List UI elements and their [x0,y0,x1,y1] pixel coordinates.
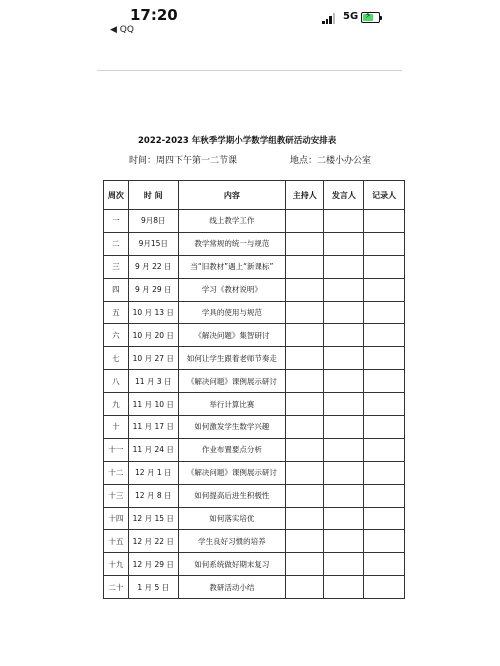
table-header-row [104,181,405,210]
content-cell: 如何系统做好期末复习 [178,553,285,576]
content-cell: 学生良好习惯的培养 [178,530,285,553]
speaker-cell [324,576,364,599]
content-cell: 举行计算比赛 [178,393,285,416]
week-cell: 十四 [104,507,129,530]
content-cell: 当“旧教材”遇上“新课标” [178,255,285,278]
host-cell [286,370,324,393]
header-content: 内容 [178,181,285,210]
content-cell: 教学常规的统一与规范 [178,232,285,255]
document-place-info: 地点：二楼小办公室 [290,156,372,166]
week-cell: 十一 [104,438,129,461]
table-row [104,232,405,255]
speaker-cell [324,210,364,233]
content-cell: 教研活动小结 [178,576,285,599]
week-cell: 四 [104,278,129,301]
cellular-signal-icon [322,13,336,24]
week-cell: 八 [104,370,129,393]
week-cell: 十二 [104,461,129,484]
table-row [104,438,405,461]
recorder-cell [364,576,405,599]
header-week: 周次 [104,181,129,210]
week-cell: 十 [104,416,129,439]
header-date: 时 间 [128,181,178,210]
host-cell [286,324,324,347]
recorder-cell [364,393,405,416]
recorder-cell [364,232,405,255]
table-row [104,370,405,393]
recorder-cell [364,210,405,233]
content-cell: 如何提高后进生积极性 [178,484,285,507]
host-cell [286,553,324,576]
host-cell [286,232,324,255]
speaker-cell [324,232,364,255]
back-to-app-link[interactable]: ◀ QQ [110,25,134,35]
host-cell [286,301,324,324]
table-row [104,324,405,347]
network-type: 5G [343,11,359,22]
content-cell: 学具的使用与规范 [178,301,285,324]
recorder-cell [364,301,405,324]
battery-charging-icon: ⚡ [361,12,380,23]
speaker-cell [324,416,364,439]
recorder-cell [364,530,405,553]
speaker-cell [324,324,364,347]
content-cell: 作业布置要点分析 [178,438,285,461]
content-cell: 如何让学生跟着老师节奏走 [178,347,285,370]
date-cell: 10 月 13 日 [128,301,178,324]
divider-line [97,70,402,71]
date-cell: 11 月 3 日 [128,370,178,393]
document-title: 2022-2023 年秋季学期小学数学组教研活动安排表 [138,136,337,146]
recorder-cell [364,255,405,278]
host-cell [286,530,324,553]
date-cell: 9月8日 [128,210,178,233]
document-time-info: 时间：周四下午第一二节课 [129,156,238,166]
recorder-cell [364,553,405,576]
table-row [104,210,405,233]
recorder-cell [364,324,405,347]
host-cell [286,255,324,278]
recorder-cell [364,461,405,484]
speaker-cell [324,301,364,324]
table-row [104,255,405,278]
host-cell [286,438,324,461]
date-cell: 12 月 1 日 [128,461,178,484]
header-recorder: 记录人 [364,181,405,210]
recorder-cell [364,416,405,439]
speaker-cell [324,347,364,370]
week-cell: 一 [104,210,129,233]
date-cell: 11 月 17 日 [128,416,178,439]
week-cell: 十九 [104,553,129,576]
date-cell: 11 月 10 日 [128,393,178,416]
host-cell [286,393,324,416]
date-cell: 12 月 29 日 [128,553,178,576]
date-cell: 12 月 15 日 [128,507,178,530]
week-cell: 二 [104,232,129,255]
recorder-cell [364,347,405,370]
recorder-cell [364,278,405,301]
host-cell [286,278,324,301]
host-cell [286,416,324,439]
date-cell: 9 月 29 日 [128,278,178,301]
date-cell: 10 月 20 日 [128,324,178,347]
host-cell [286,484,324,507]
week-cell: 九 [104,393,129,416]
host-cell [286,210,324,233]
content-cell: 线上教学工作 [178,210,285,233]
speaker-cell [324,278,364,301]
table-row [104,553,405,576]
date-cell: 9月15日 [128,232,178,255]
table-row [104,416,405,439]
date-cell: 9 月 22 日 [128,255,178,278]
content-cell: 《解决问题》集智研讨 [178,324,285,347]
table-row [104,347,405,370]
speaker-cell [324,255,364,278]
content-cell: 如何落实培优 [178,507,285,530]
content-cell: 《解决问题》课例展示研讨 [178,370,285,393]
table-row [104,278,405,301]
speaker-cell [324,393,364,416]
speaker-cell [324,438,364,461]
table-row [104,530,405,553]
recorder-cell [364,370,405,393]
recorder-cell [364,438,405,461]
week-cell: 三 [104,255,129,278]
week-cell: 十五 [104,530,129,553]
week-cell: 二十 [104,576,129,599]
recorder-cell [364,484,405,507]
week-cell: 五 [104,301,129,324]
content-cell: 《解决问题》课例展示研讨 [178,461,285,484]
header-speaker: 发言人 [324,181,364,210]
table-row [104,507,405,530]
speaker-cell [324,370,364,393]
date-cell: 12 月 22 日 [128,530,178,553]
table-row [104,461,405,484]
table-row [104,301,405,324]
content-cell: 学习《教材说明》 [178,278,285,301]
table-row [104,393,405,416]
date-cell: 10 月 27 日 [128,347,178,370]
date-cell: 1 月 5 日 [128,576,178,599]
schedule-table-container [103,180,405,603]
speaker-cell [324,530,364,553]
status-time: 17:20 [130,6,178,24]
speaker-cell [324,484,364,507]
week-cell: 六 [104,324,129,347]
week-cell: 七 [104,347,129,370]
content-cell: 如何激发学生数学兴趣 [178,416,285,439]
week-cell: 十三 [104,484,129,507]
table-row [104,576,405,599]
schedule-table [103,180,405,599]
table-row [104,484,405,507]
host-cell [286,347,324,370]
date-cell: 12 月 8 日 [128,484,178,507]
host-cell [286,461,324,484]
recorder-cell [364,507,405,530]
speaker-cell [324,553,364,576]
status-bar [0,0,500,40]
header-host: 主持人 [286,181,324,210]
speaker-cell [324,507,364,530]
date-cell: 11 月 24 日 [128,438,178,461]
host-cell [286,576,324,599]
host-cell [286,507,324,530]
speaker-cell [324,461,364,484]
